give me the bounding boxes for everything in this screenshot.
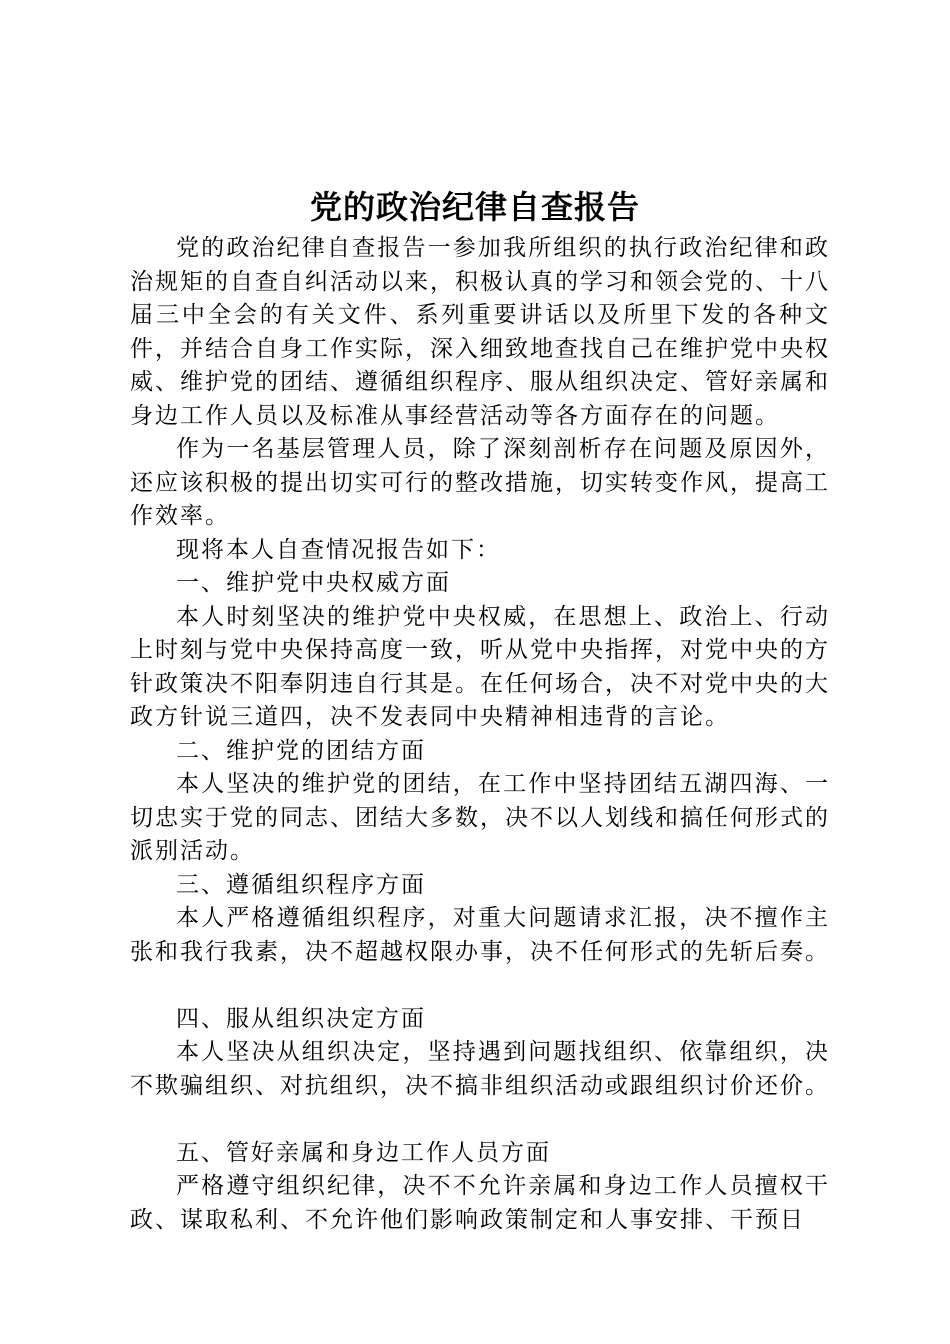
section-body-2: 本人坚决的维护党的团结，在工作中坚持团结五湖四海、一切忠实于党的同志、团结大多数，决不以人划线和搞任何形式的派别活动。 [130,771,830,864]
document-title: 党的政治纪律自查报告 [309,188,640,226]
section-body-1: 本人时刻坚决的维护党中央权威，在思想上、政治上、行动上时刻与党中央保持高度一致，听从党中央指挥，对党中央的方针政策决不阳奉阴违自行其是。在任何场合，决不对党中央的大政方针说三道四，决不发表同中央精神相违背的言论。 [130,603,830,730]
paragraph-measures: 作为一名基层管理人员，除了深刻剖析存在问题及原因外，还应该积极的提出切实可行的整改措施，切实转变作风，提高工作效率。 [130,436,830,529]
section-heading-1: 一、维护党中央权威方面 [176,570,451,596]
section-heading-2: 二、维护党的团结方面 [176,737,426,764]
paragraph-intro: 党的政治纪律自查报告一参加我所组织的执行政治纪律和政治规矩的自查自纠活动以来，积极认真的学习和领会党的、十八届三中全会的有关文件、系列重要讲话以及所里下发的各种文件，并结合自身工作实际，深入细致地查找自己在维护党中央权威、维护党的团结、遵循组织程序、服从组织决定、管好亲属和身边工作人员以及标准从事经营活动等各方面存在的问题。 [130,235,830,429]
section-body-3: 本人严格遵循组织程序，对重大问题请求汇报，决不擅作主张和我行我素，决不超越权限办事，决不任何形式的先斩后奏。 [130,905,830,965]
section-body-5: 严格遵守组织纪律，决不不允许亲属和身边工作人员擅权干政、谋取私利、不允许他们影响政策制定和人事安排、干预日 [130,1173,830,1233]
paragraph-report-lead: 现将本人自查情况报告如下： [176,536,501,563]
section-body-4: 本人坚决从组织决定，坚持遇到问题找组织、依靠组织，决不欺骗组织、对抗组织，决不搞非组织活动或跟组织讨价还价。 [130,1039,830,1099]
document-body [130,232,830,1237]
section-heading-4: 四、服从组织决定方面 [176,1005,426,1032]
section-heading-3: 三、遵循组织程序方面 [176,871,426,898]
section-heading-5: 五、管好亲属和身边工作人员方面 [176,1139,551,1166]
